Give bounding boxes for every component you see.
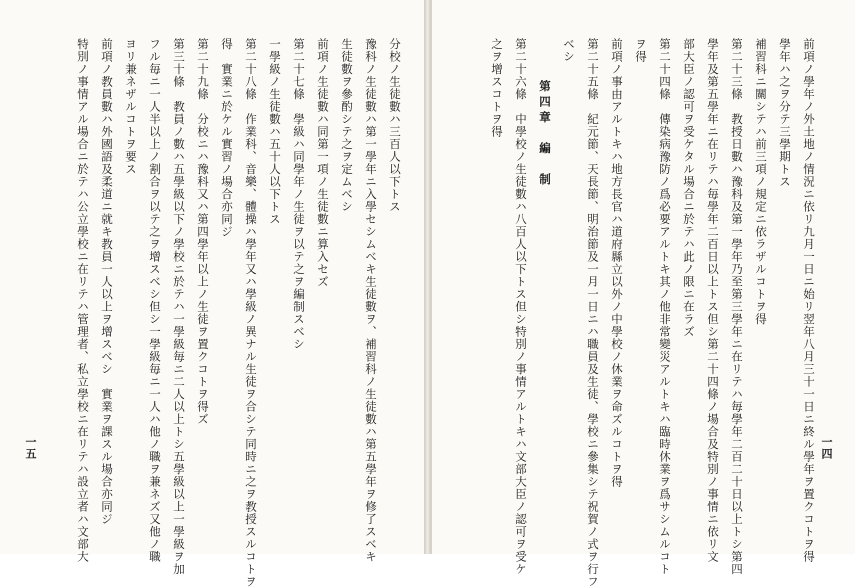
right-column-2: 學年ハ之ヲ分テ三學期トス	[778, 38, 792, 188]
right-column-11: ベシ	[562, 38, 576, 63]
right-page	[431, 0, 855, 588]
right-column-14: 之ヲ增スコトヲ得	[490, 38, 504, 138]
right-column-5: 學年及第五學年ニ在リテハ毎學年二百日以上トス但シ第二十四條ノ場合及特別ノ事情ニ依リ文	[706, 38, 720, 563]
right-column-7: 第二十四條 傳染病豫防ノ爲必要アルトキ其ノ他非常變災アルトキハ臨時休業ヲ爲サシムルコト	[658, 38, 672, 576]
left-column-1: 分校ノ生徒數ハ三百人以下トス	[388, 38, 402, 213]
right-column-8: ヲ得	[634, 38, 648, 63]
right-column-1: 前項ノ學年ノ外土地ノ情況ニ依リ九月一日ニ始リ翌年八月三十一日ニ終ル學年ヲ置クコトヲ得	[802, 38, 816, 563]
left-column-11: フル毎ニ一人半以上ノ割合ヲ以テ之ヲ增スベシ但シ一學級毎ニ一人ハ他ノ職ヲ兼ネズ又他ノ職	[148, 38, 162, 563]
left-column-6: 一學級ノ生徒數ハ五十人以下トス	[268, 38, 282, 226]
right-column-3: 補習科ニ關シテハ前三項ノ規定ニ依ラザルコトヲ得	[754, 38, 768, 326]
left-column-9: 第二十九條 分校ニハ豫科又ハ第四學年以上ノ生徒ヲ置クコトヲ得ズ	[196, 38, 210, 426]
left-column-12: ヨリ兼ネザルコトヲ要ス	[124, 38, 138, 176]
chapter-heading: 第四章 編 制	[538, 80, 552, 189]
right-column-10: 第二十五條 紀元節、天長節、明治節及一月一日ニハ職員及生徒、學校ニ參集シテ祝賀ノ式ヲ行フ	[586, 38, 600, 588]
right-column-4: 第二十三條 教授日數ハ豫科及第一學年乃至第三學年ニ在リテハ毎學年二百二十日以上トシ第四	[730, 38, 744, 576]
right-page-number: 一四	[820, 436, 833, 460]
right-column-6: 部大臣ノ認可ヲ受ケタル場合ニ於テハ此ノ限ニ在ラズ	[682, 38, 696, 338]
right-column-9: 前項ノ事由アルトキハ地方長官ハ道府縣立以外ノ中學校ノ休業ヲ命ズルコトヲ得	[610, 38, 624, 488]
right-column-13: 第二十六條 中學校ノ生徒數ハ八百人以下トス但シ特別ノ事情アルトキハ文部大臣ノ認可ヲ受ケ	[514, 38, 528, 576]
left-column-13: 前項ノ教員數ハ外國語及柔道ニ就キ教員一人以上ヲ增スベシ 實業ヲ課スル場合亦同ジ	[100, 38, 114, 526]
left-column-5: 第二十七條 學級ハ同學年ノ生徒ヲ以テ之ヲ編制スベシ	[292, 38, 306, 351]
book-gutter	[424, 0, 431, 554]
left-column-10: 第三十條 教員ノ數ハ五學級以下ノ學校ニ於テハ一學級毎ニ二人以上トシ五學級以上一學級ヲ加	[172, 38, 186, 576]
left-column-4: 前項ノ生徒數ハ同第一項ノ生徒數ニ算入セズ	[316, 38, 330, 288]
left-column-2: 豫科ノ生徒數ハ第一學年ニ入學セシムベキ生徒數ヲ、補習科ノ生徒數ハ第五學年ヲ修了スベキ	[364, 38, 378, 563]
left-column-8: 得 實業ニ於ケル實習ノ場合亦同ジ	[220, 38, 234, 238]
left-column-3: 生徒數ヲ參酌シテ之ヲ定ムベシ	[340, 38, 354, 213]
left-column-7: 第二十八條 作業科、音樂、體操ハ學年又ハ學級ノ異ナル生徒ヲ合シテ同時ニ之ヲ教授スルコトヲ	[244, 38, 258, 588]
left-page	[0, 0, 425, 588]
left-page-number: 一五	[24, 436, 37, 460]
left-column-14: 特別ノ事情アル場合ニ於テハ公立學校ニ在リテハ管理者、私立學校ニ在リテハ設立者ハ文部大	[76, 38, 90, 563]
